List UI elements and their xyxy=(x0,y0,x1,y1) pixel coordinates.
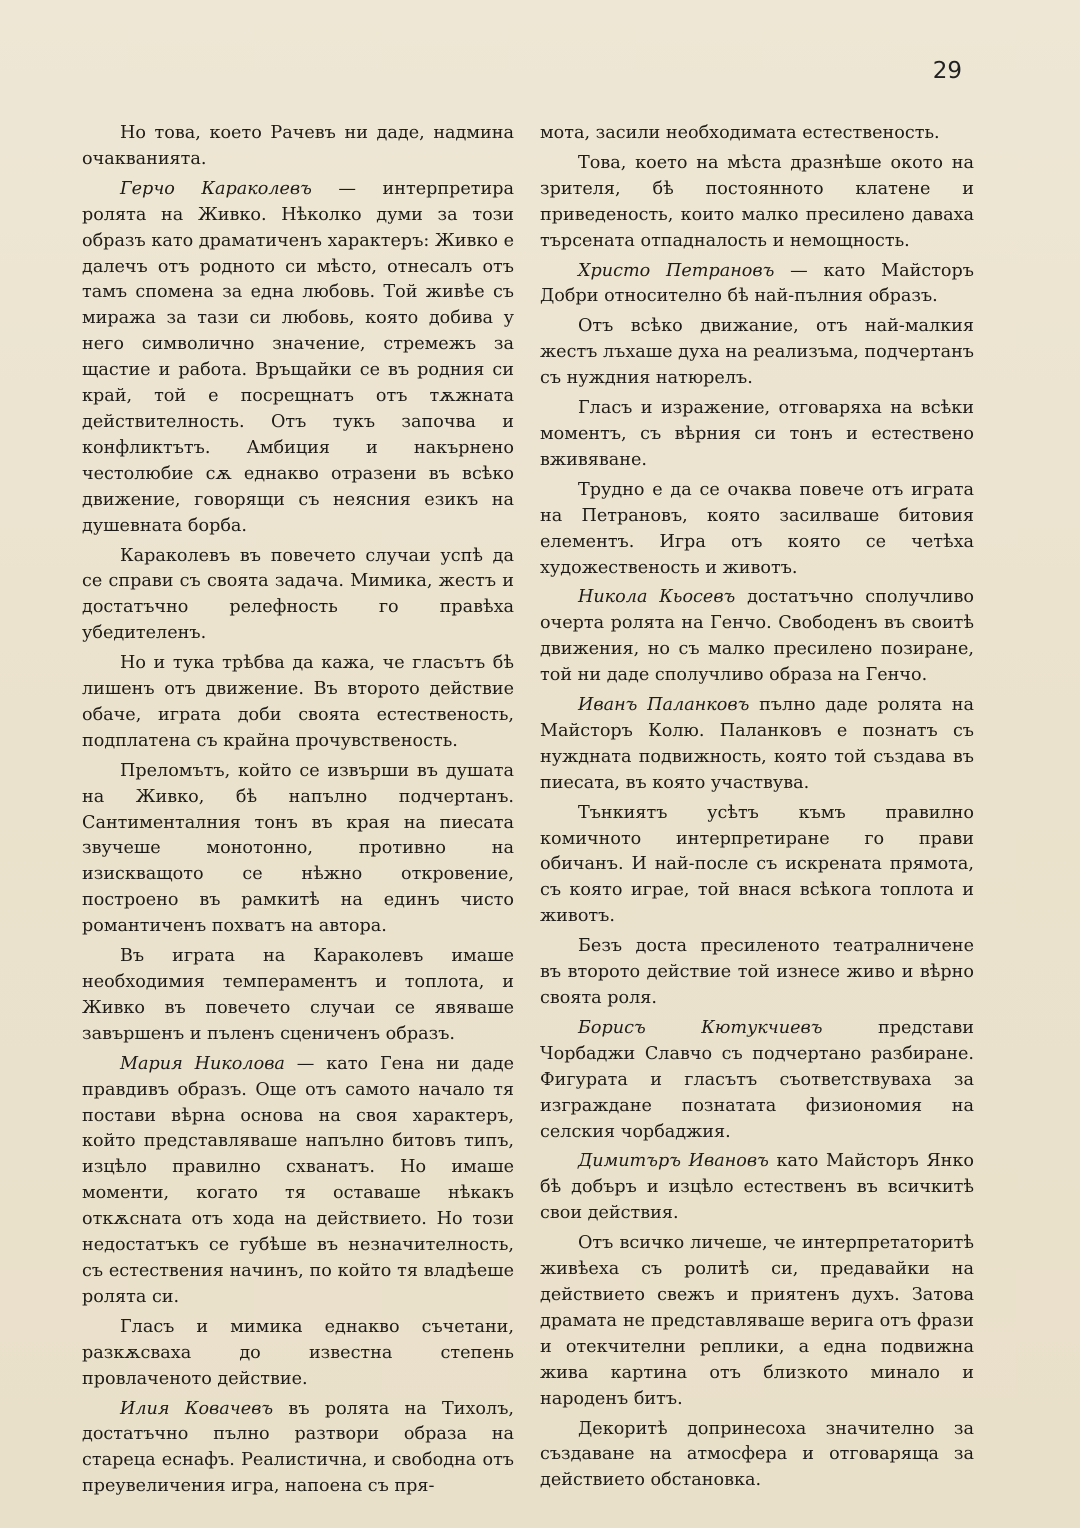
paragraph xyxy=(82,759,514,940)
paragraph xyxy=(540,314,974,392)
paragraph-text: Това, което на мѣста дразнѣше окото на зрителя, бѣ постоянното клатене и приведеность, които малко пресилено даваха търсената отпадналость и немощность. xyxy=(540,152,974,251)
paragraph-text: Въ играта на Караколевъ имаше необходимия темпераментъ и топлота, и Живко въ повечето случаи се явяваше завършенъ и пъленъ сцениченъ образъ. xyxy=(82,946,514,1044)
paragraph xyxy=(540,396,974,474)
paragraph xyxy=(540,801,974,931)
actor-name: Христо Петрановъ xyxy=(578,260,775,281)
right-column xyxy=(540,121,974,1498)
paragraph-text: мота, засили необходимата естественость. xyxy=(540,123,940,143)
left-column xyxy=(82,121,514,1504)
paragraph-text: — като Майсторъ Добри относително бѣ най-пълния образъ. xyxy=(540,260,974,307)
actor-name: Никола Кьосевъ xyxy=(578,587,736,608)
paragraph-text: Трудно е да се очаква повече отъ играта на Петрановъ, която засилваше битовия елементъ. Игра отъ която се четѣха художественость и животъ. xyxy=(540,479,974,578)
paragraph xyxy=(540,1231,974,1412)
paragraph-text: Отъ всѣко движание, отъ най-малкия жестъ лъхаше духа на реализъма, подчертанъ съ нуждния натюрелъ. xyxy=(540,316,974,389)
paragraph xyxy=(82,651,514,755)
paragraph xyxy=(540,1417,974,1495)
paragraph xyxy=(540,121,974,147)
actor-name: Мария Николова xyxy=(120,1053,285,1074)
paragraph-text: — интерпретира ролята на Живко. Нѣколко думи за този образъ като драматиченъ характеръ: Живко е далечъ отъ родното си мѣсто, отнесалъ отъ тамъ спомена за една любовь. Той живѣе съ миража за тази си любовь, която добива у него символично значение, стремежъ за щастие и работа. Връщайки се въ родния си край, той е посрещнатъ отъ тѫжната действителность. Отъ тукъ започва и конфликтътъ. Амбиция и накърнено честолюбие сѫ еднакво отразени въ всѣко движение, говорящи съ неясния езикъ на душевната борба. xyxy=(82,178,514,536)
paragraph-text: пълно даде ролята на Майсторъ Колю. Паланковъ е познатъ съ нуждната подвижность, която той създава въ пиесата, въ която участвува. xyxy=(540,695,974,793)
paragraph-text: представи Чорбаджи Славчо съ подчертано разбиране. Фигурата и гласътъ съответствуваха за изграждане познатата физиономия на селския чорбаджия. xyxy=(540,1017,974,1142)
paragraph xyxy=(82,544,514,648)
paragraph xyxy=(540,1016,974,1146)
paragraph xyxy=(82,177,514,540)
paragraph-text: Отъ всичко личеше, че интерпретаторитѣ живѣеха съ ролитѣ си, предавайки на действието свежъ и приятенъ духъ. Затова драмата не представляваше верига отъ фрази и отекчителни реплики, а една подвижна жива картина отъ близкото минало и народенъ битъ. xyxy=(540,1233,974,1409)
actor-name: Илия Ковачевъ xyxy=(120,1398,274,1419)
paragraph-text: Декоритѣ допринесоха значително за създаване на атмосфера и отговаряща за действието обстановка. xyxy=(540,1418,974,1491)
paragraph xyxy=(82,1052,514,1311)
page-number: 29 xyxy=(932,58,962,84)
paragraph-text: Гласъ и мимика еднакво съчетани, разкѫсваха до известна степень провлаченото действие. xyxy=(82,1316,514,1389)
paragraph-text: — като Гена ни даде правдивъ образъ. Още отъ самото начало тя постави вѣрна основа на своя характеръ, който представляваше напълно битовъ типъ, изцѣло правилно схванатъ. Но имаше моменти, когато тя оставаше нѣкакъ откѫсната отъ хода на действието. Но този недостатъкъ се губѣше въ незначителность, съ естествения начинъ, по който тя владѣеше ролята си. xyxy=(82,1053,514,1307)
paragraph xyxy=(540,259,974,311)
paragraph-text: Караколевъ въ повечето случаи успѣ да се справи съ своята задача. Мимика, жестъ и достатъчно релефность го правѣха убедителенъ. xyxy=(82,545,514,644)
paragraph xyxy=(540,478,974,582)
paragraph-text: Безъ доста пресиленото театралничене въ второто действие той изнесе живо и вѣрно своята роля. xyxy=(540,936,974,1008)
paragraph xyxy=(540,934,974,1012)
paragraph xyxy=(82,121,514,173)
paragraph xyxy=(540,585,974,689)
actor-name: Димитъръ Ивановъ xyxy=(578,1151,769,1172)
paragraph-text: Преломътъ, който се извърши въ душата на Живко, бѣ напълно подчертанъ. Сантименталния тонъ въ края на пиесата звучеше монотонно, противно на изискващото се нѣжно откровение, построено въ рамкитѣ на единъ чисто романтиченъ похватъ на автора. xyxy=(82,760,514,937)
actor-name: Герчо Караколевъ xyxy=(120,178,312,199)
paragraph xyxy=(82,944,514,1048)
paragraph-text: като Майсторъ Янко бѣ добъръ и изцѣло естественъ въ всичкитѣ свои действия. xyxy=(540,1151,974,1224)
paragraph xyxy=(540,1149,974,1227)
actor-name: Иванъ Паланковъ xyxy=(578,695,750,716)
paragraph xyxy=(82,1315,514,1393)
paragraph-text: Гласъ и изражение, отговаряха на всѣки моментъ, съ вѣрния си тонъ и естествено вживяване. xyxy=(540,398,974,470)
paragraph-text: Тънкиятъ усѣтъ къмъ правилно комичното интерпретиране го прави обичанъ. И най-после съ искрената прямота, съ която играе, той внася всѣкога топлота и животъ. xyxy=(540,802,974,927)
paragraph xyxy=(82,1397,514,1501)
paragraph xyxy=(540,151,974,255)
paragraph-text: Но и тука трѣбва да кажа, че гласътъ бѣ лишенъ отъ движение. Въ второто действие обаче, играта доби своята естественость, подплатена съ крайна прочувственость. xyxy=(82,653,514,751)
paragraph-text: въ ролята на Тихолъ, достатъчно пълно разтвори образа на стареца еснафъ. Реалистична, и свободна отъ преувеличения игра, напоена съ пря- xyxy=(82,1398,514,1497)
actor-name: Борисъ Кютукчиевъ xyxy=(578,1017,823,1038)
paragraph-text: Но това, което Рачевъ ни даде, надмина очакванията. xyxy=(82,123,514,169)
paragraph-text: достатъчно сполучливо очерта ролята на Генчо. Свободенъ въ своитѣ движения, но съ малко пресилено позиране, той ни даде сполучливо образа на Генчо. xyxy=(540,587,975,686)
paragraph xyxy=(540,693,974,797)
